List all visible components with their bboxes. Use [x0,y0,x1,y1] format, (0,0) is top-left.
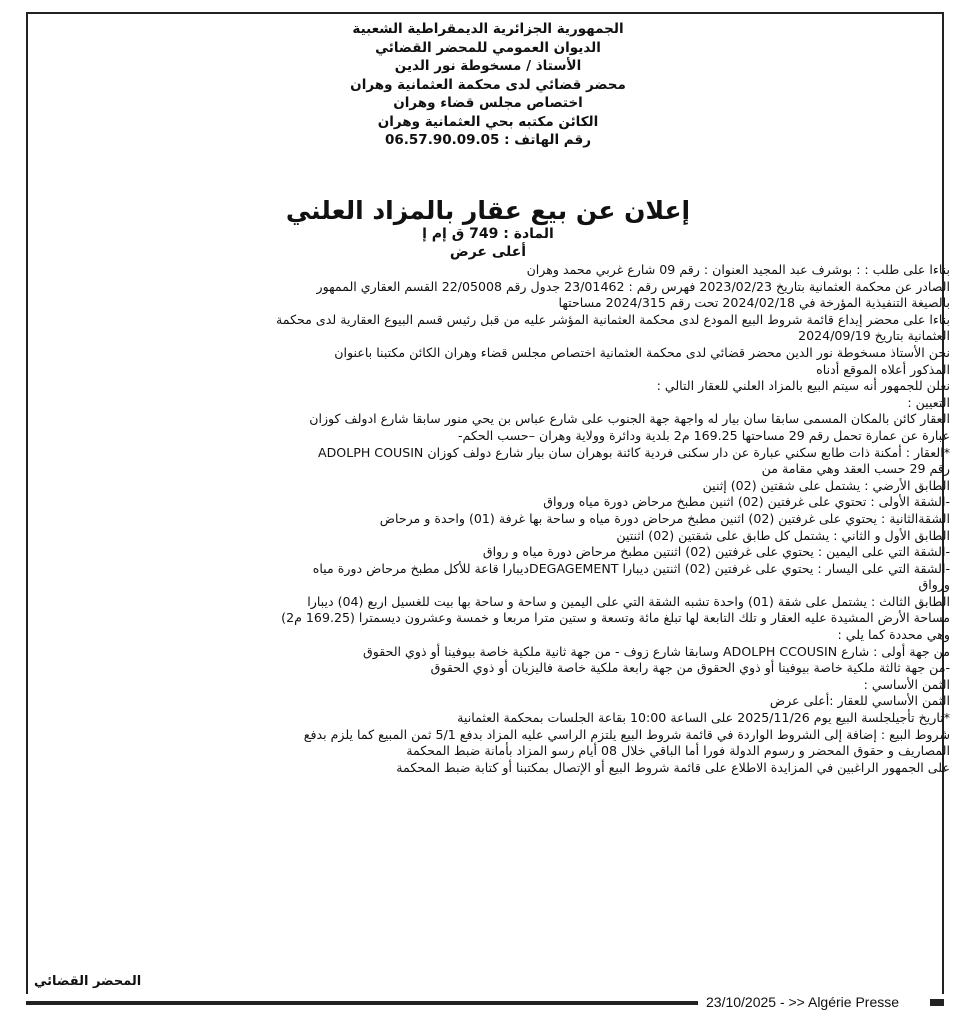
notice-body [14,262,950,776]
notice-header [0,20,976,150]
body-line: العثمانية بتاريخ 2024/09/19 [798,328,950,344]
body-line: الطابق الأول و الثاني : يشتمل كل طابق على شقتين (02) اثنتين [616,527,950,543]
body-line: المصاريف و حقوق المحضر و رسوم الدولة فورا أما الباقي خلال 08 أيام رسو المزاد بأمانة ضبط المحكمة [406,743,950,759]
body-line: الثمن الأساسي للعقار :أعلى عرض [769,693,950,709]
body-line: الطابق الثالث : يشتمل على شقة (01) واحدة تشبه الشقة التي على اليمين و ساحة و ساحة بها بيت للغسيل اربع (04) ديبارا [307,593,950,609]
header-line: الجمهورية الجزائرية الديمقراطية الشعبية [352,21,624,37]
body-line: العقار كائن بالمكان المسمى سابقا سان بيار له واجهة جهة الجنوب على شارع عباس بن يحي منور سابقا شارع ادولف كوزان [309,411,950,427]
body-line: نحن الأستاذ مسخوطة نور الدين محضر قضائي لدى محكمة العثمانية اختصاص مجلس قضاء وهران الكائن مكتبنا باعنوان [334,344,950,360]
header-line: الديوان العمومي للمحضر القضائي [375,39,601,56]
body-line: *العقار : أمكنة ذات طابع سكني عبارة عن دار سكنى فردية كائنة بوهران سان بيار شارع دولف كوزان ADOLPH COUSIN [317,444,950,460]
header-line: الكائن مكتبه بحي العثمانية وهران [377,113,599,130]
header-line: رقم الهاتف : 06.57.90.09.05 [385,132,591,148]
highest-offer-label: أعلى عرض [449,244,527,260]
body-line: من جهة أولى : شارع ADOLPH CCOUSIN وسابقا شارع زوف - من جهة ثانية ملكية خاصة بيوفينا أو ذوي الحقوق [362,643,950,659]
body-line: شروط البيع : إضافة إلى الشروط الواردة في قائمة شروط البيع يلتزم الراسي عليه المزاد بدفع 5/1 ثمن المبيع كما يلزم بدفع [303,726,950,742]
body-line: عبارة عن عمارة تحمل رقم 29 مساحتها 169.25 م2 بلدية ودائرة وولاية وهران –حسب الحكم- [457,427,950,443]
body-line: بناءا على محضر إيداع قائمة شروط البيع المودع لدى محكمة العثمانية المؤشر عليه من قبل رئيس قسم البيوع العقارية لدى محكمة [276,311,950,327]
body-line: الصادر عن محكمة العثمانية بتاريخ 2023/02/23 فهرس رقم : 23/01462 جدول رقم 22/05008 القسم العقاري الممهور [316,278,950,294]
body-line: ورواق [918,577,950,593]
header-line: محضر قضائي لدى محكمة العثمانية وهران [350,76,626,93]
body-line: -الشقة التي على اليسار : يحتوي على غرفتين (02) اثنتين ديبارا DEGAGEMENTديبارا قاعة للأكل مطبخ مرحاض دورة مياه [312,560,950,576]
body-line: بالصيغة التنفيذية المؤرخة في 2024/02/18 تحت رقم 2024/315 مساحتها [558,295,950,311]
body-line: الطابق الأرضي : يشتمل على شقتين (02) إثنين [702,477,950,493]
signature: المحضر القضائي [34,974,142,989]
body-line: -الشقة التي على اليمين : يحتوي على غرفتين (02) اثنتين مطبخ مرحاض دورة مياه و رواق [482,544,950,560]
body-line: وهي محددة كما يلي : [837,627,950,643]
article-reference: المادة : 749 ق إم إ [422,226,554,242]
body-line: التعيين : [907,394,950,410]
body-line: بناءا على طلب : : بوشرف عبد المجيد العنوان : رقم 09 شارع غربي محمد وهران [526,262,950,277]
body-line: الثمن الأساسي : [863,676,950,692]
body-line: الشقةالثانية : يحتوي على غرفتين (02) اثنين مطبخ مرحاض دورة مياه و ساحة بها غرفة (01) واحدة و مرحاض [379,510,950,526]
notice-title: إعلان عن بيع عقار بالمزاد العلني [285,196,691,225]
footer-source: 23/10/2025 - >> Algérie Presse [706,994,900,1010]
body-line: رقم 29 حسب العقد وهي مقامة من [761,461,950,477]
footer-rule [26,1001,698,1005]
footer-end-mark [930,999,944,1006]
footer [26,996,944,1010]
body-line: المذكور أعلاه الموقع أدناه [816,361,950,377]
body-line: -الشقة الأولى : تحتوي على غرفتين (02) اثنين مطبخ مرحاض دورة مياه ورواق [543,494,950,510]
body-line: نعلن للجمهور أنه سيتم البيع بالمزاد العلني للعقار التالي : [656,378,950,394]
body-line: على الجمهور الراغبين في المزايدة الاطلاع على قائمة شروط البيع أو الإتصال بمكتبنا أو كتابة ضبط المحكمة [396,759,950,775]
header-line: الأستاذ / مسخوطة نور الدين [394,58,582,74]
body-line: مساحة الأرض المشيدة عليه العقار و تلك التابعة لها تبلغ مائة وتسعة و ستين مترا مربعا و خمسة وعشرون ديسمترا (169.25 م2) [281,610,950,626]
body-line: -من جهة ثالثة ملكية خاصة بيوفينا أو ذوي الحقوق من جهة رابعة ملكية خاصة فاليزيان أو ذوي الحقوق [430,660,950,676]
body-line: *تاريخ تأجيلجلسة البيع يوم 2025/11/26 على الساعة 10:00 بقاعة الجلسات بمحكمة العثمانية [457,710,950,726]
header-line: اختصاص مجلس قضاء وهران [393,95,583,111]
